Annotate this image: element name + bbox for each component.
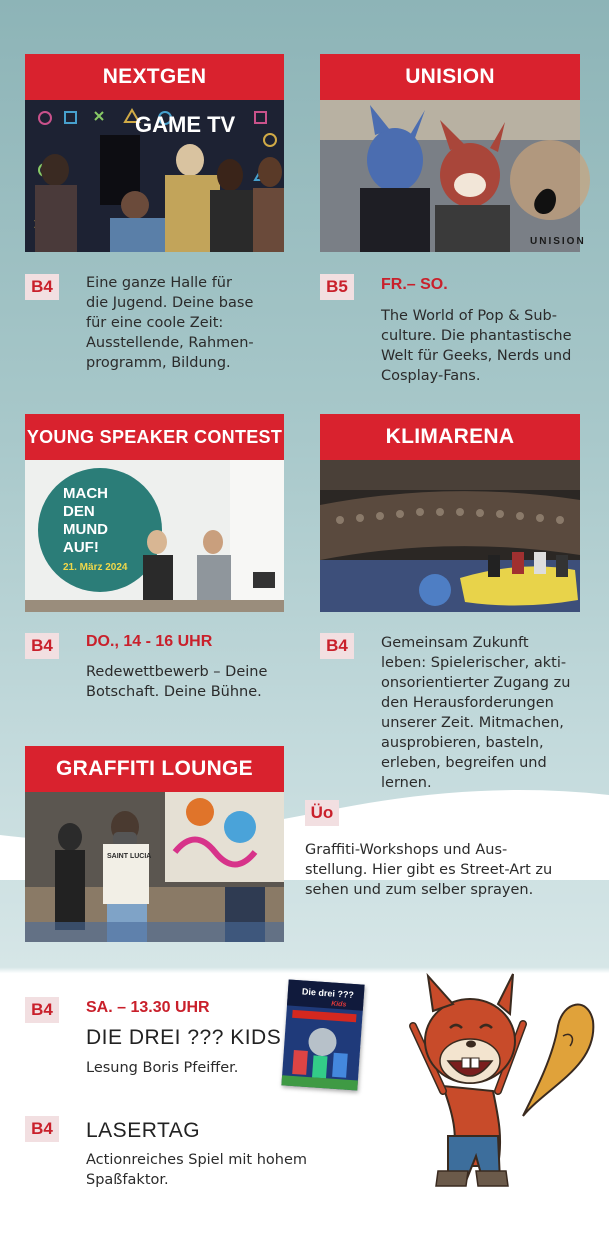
event-2-description: Actionreiches Spiel mit hohem Spaßfaktor.	[86, 1152, 307, 1188]
shirt-text: SAINT LUCIA	[107, 853, 152, 860]
book-cover	[281, 979, 364, 1090]
poster-line-2: DEN	[63, 503, 95, 520]
klimarena-description: Gemeinsam Zukunft leben: Spielerischer, akti- onsorientierter Zugang zu den Herausforderungen unserer Zeit. Mitmachen, ausprobieren, basteln, erleben, begreifen und lernen.	[381, 635, 571, 791]
poster-line-3: MUND	[63, 521, 108, 538]
young-speaker-hall-badge: B4	[25, 633, 59, 659]
poster-line-1: MACH	[63, 485, 108, 502]
klimarena-hall-badge: B4	[320, 633, 354, 659]
event-2-hall-badge: B4	[25, 1116, 59, 1142]
young-speaker-photo	[25, 460, 284, 612]
unision-description: The World of Pop & Sub- culture. Die phantastische Welt für Geeks, Nerds und Cosplay-Fans.	[381, 308, 572, 384]
event-1-description: Lesung Boris Pfeiffer.	[86, 1060, 239, 1076]
poster-date: 21. März 2024	[63, 562, 128, 573]
young-speaker-title: YOUNG SPEAKER CONTEST	[25, 414, 284, 460]
graffiti-hall-badge: Üo	[305, 800, 339, 826]
unision-photo	[320, 100, 586, 252]
unision-hall-badge: B5	[320, 274, 354, 300]
klimarena-photo	[320, 460, 580, 612]
squirrel-mascot	[398, 966, 598, 1191]
young-speaker-date: DO., 14 - 16 UHR	[86, 633, 213, 650]
event-1-title: DIE DREI ??? KIDS	[86, 1026, 282, 1049]
nextgen-title: NEXTGEN	[25, 54, 284, 100]
nextgen-description: Eine ganze Halle für die Jugend. Deine base für eine coole Zeit: Ausstellende, Rahmen- programm, Bildung.	[86, 275, 254, 371]
game-tv-sign: GAME TV	[135, 112, 236, 137]
event-1-date: SA. – 13.30 UHR	[86, 999, 210, 1016]
unision-title: UNISION	[320, 54, 580, 100]
unision-logo-text: UNISION	[530, 236, 586, 247]
nextgen-photo	[25, 100, 284, 252]
event-2-title: LASERTAG	[86, 1119, 201, 1142]
event-1-hall-badge: B4	[25, 997, 59, 1023]
poster-line-4: AUF!	[63, 539, 99, 556]
graffiti-title: GRAFFITI LOUNGE	[25, 746, 284, 792]
klimarena-title: KLIMARENA	[320, 414, 580, 460]
graffiti-photo	[25, 792, 284, 942]
book-subtitle: Kids	[330, 1000, 347, 1009]
young-speaker-description: Redewettbewerb – Deine Botschaft. Deine Bühne.	[86, 664, 268, 700]
graffiti-description: Graffiti-Workshops und Aus- stellung. Hier gibt es Street-Art zu sehen und zum selber sprayen.	[305, 842, 553, 898]
book-title: Die drei ???	[301, 986, 355, 1001]
unision-date: FR.– SO.	[381, 276, 448, 293]
nextgen-hall-badge: B4	[25, 274, 59, 300]
